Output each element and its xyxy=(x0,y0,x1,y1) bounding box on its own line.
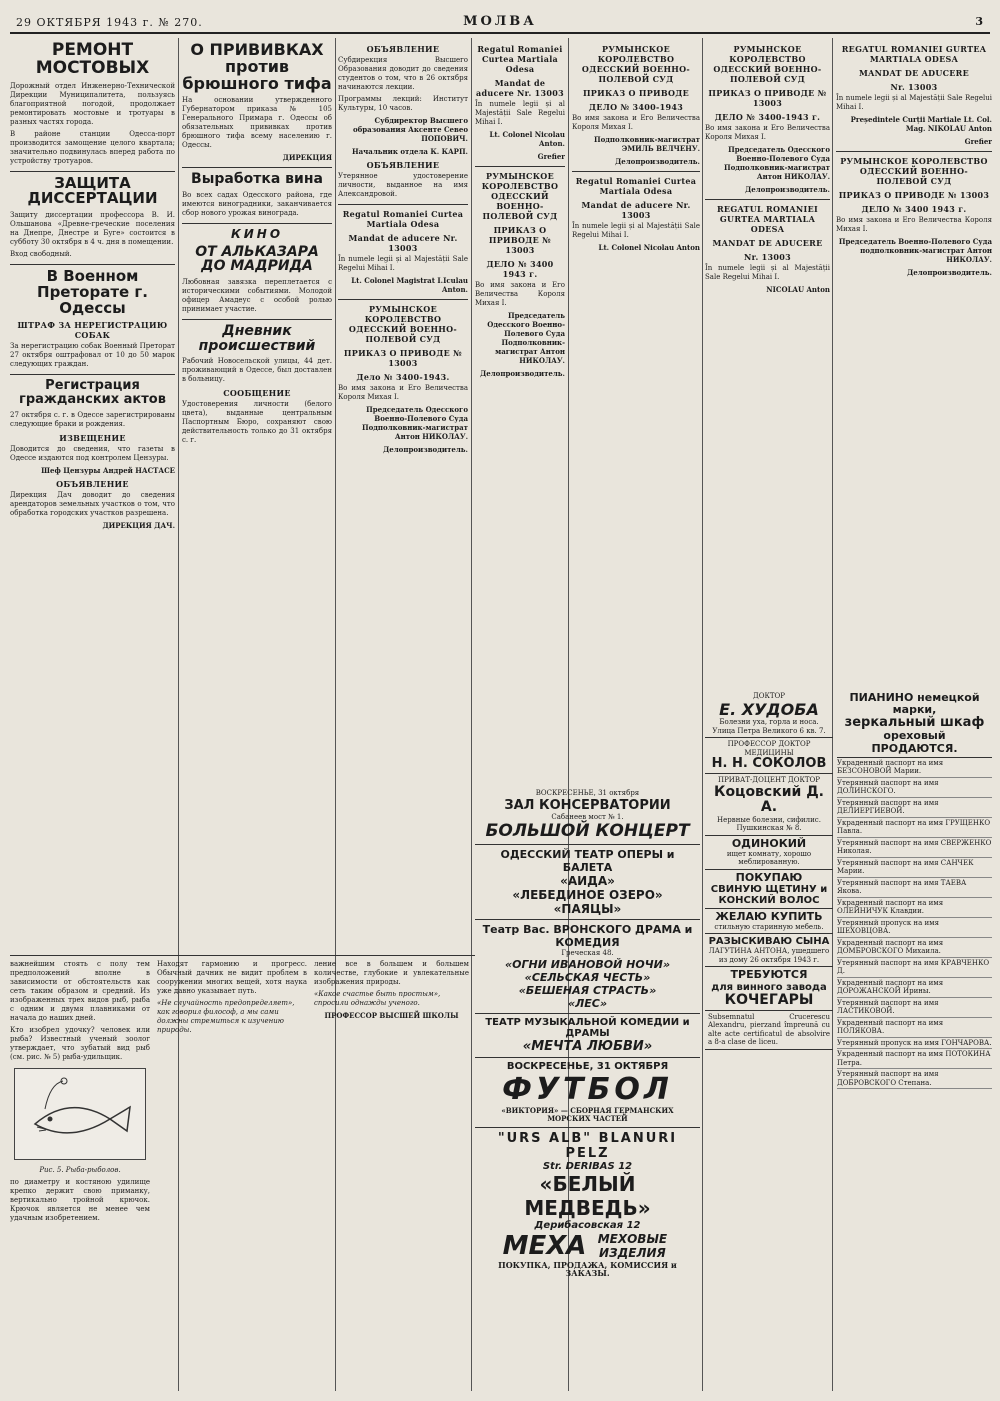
section-rule xyxy=(10,955,475,956)
signature: Делопроизводитель. xyxy=(615,157,700,166)
ad-football xyxy=(475,1058,700,1128)
ad-show: «АИДА» xyxy=(560,874,615,888)
divider xyxy=(836,151,992,152)
signature: NICOLAU Anton xyxy=(766,285,830,294)
lost-document-item: Утерянный паспорт на имя ТАЕВА Якова. xyxy=(837,878,992,898)
ad-brand: "URS ALB" BLANURI PELZ xyxy=(497,1130,678,1161)
court-header-ro: REGATUL ROMANIEI GURTEA MARTIALA ODESA xyxy=(716,204,819,234)
court-case-ru: Дело № 3400-1943. xyxy=(356,372,450,382)
article-text: важнейшим стоять с полу тем предположений вполне в зависимости от обстоятельств как сеть таким образом и средний. Из изображенных трех видов рыб, рыба с одним и двумя плавниками от начала до наших дней. xyxy=(10,960,150,1022)
ad-details: ЛАГУТИНА АНТОНА, ушедшего из дому 26 октября 1943 г. xyxy=(708,947,830,964)
ad-prefix: ДОКТОР xyxy=(753,692,785,700)
headline-incidents: Дневник происшествий xyxy=(198,323,316,354)
lost-document-item: Украденный паспорт на имя ДОМБРОВСКОГО Михаила. xyxy=(837,938,992,958)
article-text: Доводится до сведения, что газеты в Одессе издаются под контролем Цензуры. xyxy=(10,444,175,462)
signature: Grefier xyxy=(964,137,992,146)
ad-show: «ОГНИ ИВАНОВОЙ НОЧИ» xyxy=(505,957,670,971)
divider xyxy=(182,319,332,320)
divider xyxy=(572,171,700,172)
ad-vronsky-theatre xyxy=(475,920,700,1014)
court-order-ru: ПРИКАЗ О ПРИВОДЕ xyxy=(582,88,690,98)
ad-show: «БЕШЕНАЯ СТРАСТЬ» xyxy=(518,983,657,997)
divider xyxy=(182,223,332,224)
lost-document-item: Утерянный пропуск на имя ГОНЧАРОВА. xyxy=(837,1038,992,1050)
ad-subheadline: для винного завода xyxy=(711,981,827,993)
ad-big-word: МЕХА xyxy=(502,1230,587,1261)
court-mandate-ro: MANDAT DE ADUCERE xyxy=(858,68,970,78)
article-text: Во всех садах Одесского района, где имеются виноградники, заканчивается сбор нового урожая винограда. xyxy=(182,191,332,218)
ad-details: Subsemnatul Crucerescu Alexandru, pierzand împreună cu alte acte certificatul de absolvire a 8-a clase de liceu. xyxy=(708,1012,830,1047)
ad-name: Коцовский Д. А. xyxy=(714,783,824,816)
ad-headline: ореховый ПРОДАЮТСЯ. xyxy=(871,729,958,755)
ad-buy-furniture xyxy=(705,909,833,935)
fish-drawing xyxy=(15,1069,145,1159)
classified-ads xyxy=(705,690,992,1392)
article-text: В районе станции Одесса-порт производится замощение целого квартала; значительно подвинулась вперед работа по устройству тротуаров. xyxy=(10,129,175,165)
divider xyxy=(10,374,175,375)
lost-document-item: Утерянный паспорт на имя ДЕЛИЕРГИЕВОЙ. xyxy=(837,798,992,818)
page-number: 3 xyxy=(975,15,984,28)
ad-opera xyxy=(475,845,700,920)
court-mandate-ro: MANDAT DE ADUCERE xyxy=(712,238,823,248)
signature: Lt. Colonel Nicolau Anton. xyxy=(489,130,565,148)
article-text: Во имя закона и Его Величества Короля Михая I. xyxy=(572,114,700,131)
signature: Председатель Одесского Военно-Полевого Суда Подполковник-магистрат Антон НИКОЛАУ. xyxy=(487,311,565,365)
divider xyxy=(338,204,468,205)
divider xyxy=(475,166,565,167)
column-3 xyxy=(338,40,468,951)
court-header-ru: РУМЫНСКОЕ КОРОЛЕВСТВО ОДЕССКИЙ ВОЕННО-ПОЛЕВОЙ СУД xyxy=(713,44,822,84)
lost-document-item: Украденный паспорт на имя ГРУЩЕНКО Павла. xyxy=(837,818,992,838)
lost-document-item: Утерянный паспорт на имя КРАВЧЕНКО Д. xyxy=(837,958,992,978)
ad-headline: зеркальный шкаф xyxy=(844,715,985,731)
ad-fur-row xyxy=(479,1231,696,1261)
signature: Начальник отдела К. КАРП. xyxy=(352,147,468,156)
newspaper-title: МОЛВА xyxy=(463,14,537,29)
headline-wine: Выработка вина xyxy=(191,171,323,188)
lost-document-item: Утерянный паспорт на имя СВЕРЖЕНКО Николая. xyxy=(837,838,992,858)
article-text: În numele legii și al Majestății Sale Regelui Mihai I. xyxy=(338,255,468,272)
court-header-ru: РУМЫНСКОЕ КОРОЛЕВСТВО ОДЕССКИЙ ВОЕННО-ПОЛЕВОЙ СУД xyxy=(348,304,458,344)
entertainment-ads xyxy=(475,786,700,1391)
signature: Председатель Одесского Военно-Полевого Суда Подполковник-магистрат Антон НИКОЛАУ. xyxy=(361,405,468,441)
article-text: Дирекция Дач доводит до сведения арендаторов земельных участков о том, что обработка городских участков разрешена. xyxy=(10,490,175,517)
article-text: 27 октября с. г. в Одессе зарегистрированы следующие браки и рождения. xyxy=(10,410,175,428)
lost-document-item: Утерянный паспорт на имя САНЧЕК Марии. xyxy=(837,858,992,878)
court-header-ro: Regatul Romaniei Curtea Martiala Odesa xyxy=(477,44,563,74)
ad-headline: ПОКУПАЮ xyxy=(735,870,803,884)
ad-romanian-notice xyxy=(705,1011,833,1050)
article-text: Кто изобрел удочку? человек или рыба? Известный ученый зоолог утверждает, что зубатый вид рыб (см. рис. № 5) рыба-удильщик. xyxy=(10,1026,150,1061)
classifieds-right xyxy=(837,690,992,1089)
lost-documents-list xyxy=(837,758,992,1090)
court-number-ro: Nr. 13003 xyxy=(890,82,938,92)
signature: ДИРЕКЦИЯ ДАЧ. xyxy=(102,520,175,530)
column-7 xyxy=(836,40,992,681)
ad-show: «ПАЯЦЫ» xyxy=(553,902,622,916)
court-header-ro: Regatul Romaniei Curtea Martiala Odesa xyxy=(575,176,697,196)
masthead xyxy=(10,12,990,34)
ad-address: Сабанеев мост № 1. xyxy=(551,812,624,821)
ad-headline: РАЗЫСКИВАЮ СЫНА xyxy=(708,936,830,948)
ad-show: «ЛЕБЕДИНОЕ ОЗЕРО» xyxy=(512,888,663,902)
signature: Председатель Военно-Полевого Суда подполковник-магистрат Антон НИКОЛАУ. xyxy=(838,237,992,264)
article-text: În numele legii și al Majestății Sale Regelui Mihai I. xyxy=(705,264,830,281)
court-header-ro: REGATUL ROMANIEI GURTEA MARTIALA ODESA xyxy=(841,44,987,64)
fish-illustration xyxy=(14,1068,146,1160)
article-text: În numele legii și al Majestății Sale Regelui Mihai I. xyxy=(475,100,565,126)
signature: Делопроизводитель. xyxy=(745,185,830,194)
signature: Lt. Colonel Magistrat I.Iculau Anton. xyxy=(351,276,468,294)
ad-headline: ТРЕБУЮТСЯ xyxy=(730,968,808,982)
column-6 xyxy=(705,40,830,681)
headline-vaccination: О ПРИВИВКАХ против брюшного тифа xyxy=(182,40,332,93)
court-mandate-ro: Mandat de aducere Nr. 13003 xyxy=(348,233,458,253)
article-text: На основании утвержденного Губернатором приказа № 105 Генерального Примара г. Одессы об обязательных прививках против брюшного тифа всему населению г. Одессы. xyxy=(182,96,332,150)
headline-registration: Регистрация гражданских актов xyxy=(19,378,166,408)
lower-article-col1 xyxy=(10,960,150,1390)
column-rule xyxy=(702,38,703,1391)
ad-details: ищет комнату, хорошо меблированную. xyxy=(726,849,812,867)
ad-furs xyxy=(475,1128,700,1281)
headline-announcement: ОБЪЯВЛЕНИЕ xyxy=(366,44,440,54)
ad-venue: Театр Вас. ВРОНСКОГО ДРАМА и КОМЕДИЯ xyxy=(482,923,693,949)
subheadline: ШТРАФ ЗА НЕРЕГИСТРАЦИЮ СОБАК xyxy=(17,320,168,341)
divider xyxy=(10,264,175,265)
article-quote: «Не случайность предопределяет», как говорил философ, а мы сами должны стремиться к изучению природы. xyxy=(157,999,295,1034)
article-signature: ПРОФЕССОР ВЫСШЕЙ ШКОЛЫ xyxy=(324,1011,459,1020)
ad-headline: ПИАНИНО немецкой марки, xyxy=(849,691,980,717)
court-case-ru: ДЕЛО № 3400 1943 г. xyxy=(486,259,554,279)
divider xyxy=(338,299,468,300)
divider xyxy=(182,167,332,168)
article-text: Во имя закона и Его Величества Короля Михая I. xyxy=(836,216,992,233)
ad-venue: ОДЕССКИЙ ТЕАТР ОПЕРЫ и БАЛЕТА xyxy=(500,848,675,874)
court-header-ro: Regatul Romaniei Curtea Martiala Odesa xyxy=(342,209,464,229)
lost-document-item: Украденный паспорт на имя ОЛЕЙНИЧУК Клавдии. xyxy=(837,898,992,918)
court-case-ru: ДЕЛО № 3400-1943 xyxy=(588,102,684,112)
ad-address: Дерибасовская 12 xyxy=(534,1219,641,1231)
ad-details: Нервные болезни, сифилис. Пушкинская № 8. xyxy=(717,815,821,833)
ad-show: «ЛЕС» xyxy=(567,996,608,1010)
article-text: Рабочий Новосельской улицы, 44 дет. проживающий в Одессе, был доставлен в больницу. xyxy=(182,357,332,384)
signature: Шеф Цензуры Андрей НАСТАСЕ xyxy=(41,465,175,475)
ad-show: «МЕЧТА ЛЮБВИ» xyxy=(522,1038,653,1054)
ad-piano xyxy=(837,690,992,758)
signature: Grefier xyxy=(537,152,565,161)
ad-docent xyxy=(705,774,833,835)
article-text: Дорожный отдел Инженерно-Технической Дирекции Муниципалитета, пользуясь благоприятной погодой, продолжает ремонтировать мостовые и тротуары в разных частях города. xyxy=(10,81,175,126)
headline-announcement: ОБЪЯВЛЕНИЕ xyxy=(56,478,129,489)
court-header-ru: РУМЫНСКОЕ КОРОЛЕВСТВО ОДЕССКИЙ ВОЕННО-ПОЛЕВОЙ СУД xyxy=(581,44,691,84)
article-text: Защиту диссертации профессора В. И. Ольшанова «Древне-греческие поселения на Днепре, Днестре и Буге» состоится в субботу 30 октября в 4 ч. дня в помещении. xyxy=(10,211,175,247)
signature: Lt. Colonel Nicolau Anton xyxy=(598,243,700,252)
headline-pretorate: В Военном Преторате г. Одессы xyxy=(37,267,148,317)
lower-article-col2 xyxy=(157,960,307,1390)
signature: ДИРЕКЦИЯ xyxy=(282,153,332,163)
article-text: Удостоверения личности (белого цвета), выданные центральным Паспортным Бюро, сохраняют свою действительность только до 31 октября с. г. xyxy=(182,400,332,445)
ad-details: Болезни уха, горла и носа. Улица Петра Великого 6 кв. 7. xyxy=(712,718,826,735)
classifieds-left xyxy=(705,690,833,1050)
column-5 xyxy=(572,40,700,776)
headline-cinema: КИНО xyxy=(230,227,284,242)
headline-road-repair: РЕМОНТ МОСТОВЫХ xyxy=(35,40,150,78)
ad-venue: ТЕАТР МУЗЫКАЛЬНОЙ КОМЕДИИ и ДРАМЫ xyxy=(485,1016,690,1039)
divider xyxy=(705,199,830,200)
headline-announcement: ОБЪЯВЛЕНИЕ xyxy=(366,160,440,170)
ad-concert xyxy=(475,786,700,845)
court-header-ru: РУМЫНСКОЕ КОРОЛЕВСТВО ОДЕССКИЙ ВОЕННО-ПОЛЕВОЙ СУД xyxy=(481,171,559,221)
lost-document-item: Утерянный паспорт на имя ДОЛИНСКОГО. xyxy=(837,778,992,798)
article-text: За нерегистрацию собак Военный Преторат 27 октября оштрафовал от 10 до 50 марок следующих граждан. xyxy=(10,342,175,369)
article-text: Субдирекция Высшего Образования доводит до сведения студентов о том, что в 26 октября начинаются лекции. xyxy=(338,56,468,91)
ad-details: стильную старинную мебель. xyxy=(714,922,824,931)
headline-film: ОТ АЛЬКАЗАРА ДО МАДРИДА xyxy=(195,243,319,275)
article-text: Программы лекций: Институт Культуры, 10 часов. xyxy=(338,95,468,112)
article-text: În numele legii și al Majestății Sale Regelui Mihai I. xyxy=(572,222,700,239)
lost-document-item: Украденный паспорт на имя ПОТОКИНА Петра. xyxy=(837,1049,992,1069)
article-quote: «Какое счастье быть простым», спросили однажды ученого. xyxy=(314,990,441,1007)
ad-headline: ЖЕЛАЮ КУПИТЬ xyxy=(715,909,823,923)
ad-footer: ПОКУПКА, ПРОДАЖА, КОМИССИЯ и ЗАКАЗЫ. xyxy=(498,1259,677,1278)
court-order-ru: ПРИКАЗ О ПРИВОДЕ № 13003 xyxy=(838,190,990,200)
signature: Делопроизводитель. xyxy=(480,369,565,378)
court-order-ru: ПРИКАЗ О ПРИВОДЕ № 13003 xyxy=(708,88,827,108)
issue-date: 29 ОКТЯБРЯ 1943 г. № 270. xyxy=(16,16,203,29)
court-order-ru: ПРИКАЗ О ПРИВОДЕ № 13003 xyxy=(343,348,463,368)
court-number-ro: Nr. 13003 xyxy=(744,252,791,262)
ad-address: Греческая 48. xyxy=(561,949,614,957)
headline-dissertation: ЗАЩИТА ДИССЕРТАЦИИ xyxy=(27,173,158,208)
ad-venue: ЗАЛ КОНСЕРВАТОРИИ xyxy=(504,797,671,813)
signature: Субдиректор Высшего образования Аксенте Севео ПОПОВИЧ. xyxy=(352,116,468,143)
lost-document-item: Украденный паспорт на имя БЕЗСОНОВОЙ Марии. xyxy=(837,758,992,778)
court-header-ru: РУМЫНСКОЕ КОРОЛЕВСТВО ОДЕССКИЙ ВОЕННО-ПОЛЕВОЙ СУД xyxy=(840,156,988,186)
ad-side-text: МЕХОВЫЕ ИЗДЕЛИЯ xyxy=(597,1231,668,1260)
ad-headline: БОЛЬШОЙ КОНЦЕРТ xyxy=(485,821,690,841)
lower-article-col3 xyxy=(314,960,469,1390)
article-text: по диаметру и костяною удилище крепко держит свою приманку, вертикально тройной крючок. Крючок является не менее чем удачным изобретением. xyxy=(10,1178,150,1222)
article-text: Вход свободный. xyxy=(10,250,72,259)
ad-show: «СЕЛЬСКАЯ ЧЕСТЬ» xyxy=(524,970,651,984)
ad-subheadline: СВИНУЮ ЩЕТИНУ и КОНСКИЙ ВОЛОС xyxy=(710,883,828,906)
signature: Președintele Curții Martiale Lt. Col. Mag. NIKOLAU Anton xyxy=(850,115,992,133)
signature: Делопроизводитель. xyxy=(907,268,992,277)
ad-address: Str. DERIBAS 12 xyxy=(542,1160,633,1172)
court-order-ru: ПРИКАЗ О ПРИВОДЕ № 13003 xyxy=(488,225,552,255)
lost-document-item: Украденный паспорт на имя ДОРОЖАНСКОЙ Ирины. xyxy=(837,978,992,998)
court-case-ru: ДЕЛО № 3400-1943 г. xyxy=(714,112,821,122)
ad-headline: КОЧЕГАРЫ xyxy=(724,991,814,1008)
ad-headline: «БЕЛЫЙ МЕДВЕДЬ» xyxy=(524,1171,651,1220)
column-rule xyxy=(471,38,472,1391)
article-text: ление все в большем и большем количестве, глубокие и увлекательные изображения природы. xyxy=(314,960,469,986)
ad-headline: ОДИНОКИЙ xyxy=(731,836,807,850)
ad-musical-theatre xyxy=(475,1014,700,1058)
ad-prefix: ПРИВАТ-ДОЦЕНТ ДОКТОР xyxy=(717,776,820,785)
ad-wanted xyxy=(705,967,833,1010)
article-text: Находят гармонию и прогресс. Обычный дачник не видит проблем в сооружении многих вещей, хотя наука уже давно указывает путь. xyxy=(157,960,307,995)
article-text: Утерянное удостоверение личности, выданное на имя Александровой. xyxy=(338,172,468,198)
court-case-ru: ДЕЛО № 3400 1943 г. xyxy=(861,204,967,214)
article-text: Любовная завязка переплетается с историческими событиями. Молодой офицер Амадеус с особой ролью принимает участие. xyxy=(182,278,332,314)
divider xyxy=(10,171,175,172)
lost-document-item: Утерянный паспорт на имя ДОБРОВСКОГО Степана. xyxy=(837,1069,992,1089)
article-text: Во имя закона и Его Величества Короля Михая I. xyxy=(475,281,565,307)
lost-document-item: Утерянный пропуск на имя ШЕХОВЦОВА. xyxy=(837,918,992,938)
ad-date: ВОСКРЕСЕНЬЕ, 31 ОКТЯБРЯ xyxy=(506,1060,669,1072)
ad-match: «ВИКТОРИЯ» — СБОРНАЯ ГЕРМАНСКИХ МОРСКИХ ЧАСТЕЙ xyxy=(501,1105,674,1123)
article-text: În numele legii și al Majestății Sale Regelui Mihai I. xyxy=(836,94,992,111)
ad-prefix: ПРОФЕССОР ДОКТОР МЕДИЦИНЫ xyxy=(727,740,811,757)
ad-buy-bristle xyxy=(705,870,833,909)
signature: Председатель Одесского Военно-Полевого Суда Подполковник-магистрат Антон НИКОЛАУ. xyxy=(723,145,830,181)
ad-headline: ФУТБОЛ xyxy=(502,1071,673,1107)
article-text: Во имя закона и Его Величества Короля Михая I. xyxy=(705,124,830,141)
column-4 xyxy=(475,40,565,776)
article-text: Во имя закона и Его Величества Короля Михая I. xyxy=(338,384,468,401)
ad-search-son xyxy=(705,934,833,967)
headline-message: СООБЩЕНИЕ xyxy=(223,388,291,399)
ad-date: ВОСКРЕСЕНЬЕ, 31 октября xyxy=(535,789,640,797)
lost-document-item: Утерянный паспорт на имя ЛАСТИКОВОЙ. xyxy=(837,998,992,1018)
ad-name: Н. Н. СОКОЛОВ xyxy=(711,756,827,772)
figure-caption: Рис. 5. Рыба-рыболов. xyxy=(39,1166,121,1174)
ad-lonely xyxy=(705,836,833,870)
court-mandate-ro: Mandat de aducere Nr. 13003 xyxy=(581,200,691,220)
signature: Делопроизводитель. xyxy=(383,445,468,454)
signature: Подполковник-магистрат ЭМИЛЬ ВЕЛЧЕНУ. xyxy=(593,135,700,153)
lost-document-item: Украденный паспорт на имя ПОЛЯКОВА. xyxy=(837,1018,992,1038)
column-2 xyxy=(182,40,332,951)
headline-notice: ИЗВЕЩЕНИЕ xyxy=(59,432,126,443)
court-mandate-ro: Mandat de aducere Nr. 13003 xyxy=(476,78,564,98)
ad-name: Е. ХУДОБА xyxy=(719,699,819,719)
ad-doctor xyxy=(705,690,833,738)
ad-professor xyxy=(705,738,833,774)
column-1 xyxy=(10,40,175,951)
